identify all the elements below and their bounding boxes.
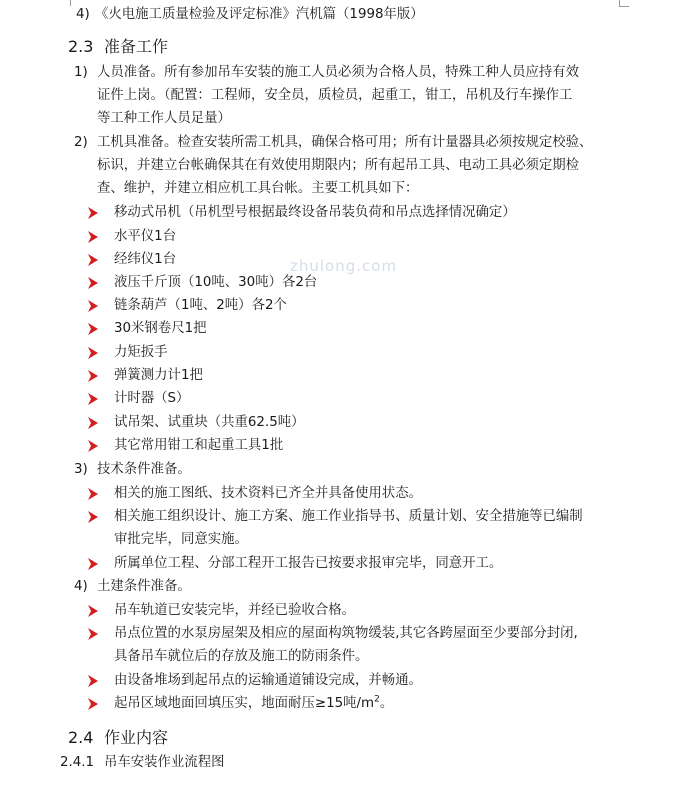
tool-list-item: 经纬仪1台 <box>114 252 177 267</box>
bullet-arrow-icon <box>88 207 98 219</box>
top-item-number: 4) <box>76 7 90 22</box>
item-3-number: 3) <box>74 462 88 477</box>
bullet-arrow-icon <box>88 417 98 429</box>
item-4-title: 土建条件准备。 <box>97 579 191 594</box>
tool-list-item: 30米钢卷尺1把 <box>114 321 207 336</box>
crop-mark-top-right-horizontal <box>619 6 629 7</box>
item-3-title: 技术条件准备。 <box>97 462 191 477</box>
bullet-arrow-icon <box>88 254 98 266</box>
item-1-number: 1) <box>74 65 88 80</box>
item-4-number: 4) <box>74 579 88 594</box>
tool-list-item: 移动式吊机（吊机型号根据最终设备吊装负荷和吊点选择情况确定） <box>114 205 516 220</box>
tech-condition-item-continued: 审批完毕，同意实施。 <box>114 532 248 547</box>
bullet-arrow-icon <box>88 698 98 710</box>
tool-list-item: 水平仪1台 <box>114 229 177 244</box>
bullet-arrow-icon <box>88 347 98 359</box>
civil-condition-item: 吊车轨道已安装完毕，并经已验收合格。 <box>114 603 356 618</box>
tool-list-item: 其它常用钳工和起重工具1批 <box>114 438 284 453</box>
crop-mark-top-left <box>70 0 71 6</box>
tool-list-item: 液压千斤顶（10吨、30吨）各2台 <box>114 275 318 290</box>
civil-condition-item: 吊点位置的水泵房屋架及相应的屋面构筑物缓装,其它各跨屋面至少要部分封闭, <box>114 626 578 641</box>
watermark: zhulong.com <box>290 257 398 275</box>
tool-list-item: 弹簧测力计1把 <box>114 368 203 383</box>
bullet-arrow-icon <box>88 558 98 570</box>
tool-list-item: 力矩扳手 <box>114 345 168 360</box>
bullet-arrow-icon <box>88 488 98 500</box>
section-2-4-1-number: 2.4.1 <box>60 755 95 770</box>
bullet-arrow-icon <box>88 440 98 452</box>
item-1-line: 等工种工作人员足量） <box>97 111 231 126</box>
section-2-3-number: 2.3 <box>68 37 94 56</box>
civil-condition-item: 由设备堆场到起吊点的运输通道铺设完成，并畅通。 <box>114 673 422 688</box>
bullet-arrow-icon <box>88 628 98 640</box>
top-item-text: 《火电施工质量检验及评定标准》汽机篇（1998年版） <box>95 7 424 22</box>
item-2-number: 2) <box>74 135 88 150</box>
civil-condition-item-continued: 具备吊车就位后的存放及施工的防雨条件。 <box>114 649 369 664</box>
item-2-line: 标识，并建立台帐确保其在有效使用期限内；所有起吊工具、电动工具必须定期检 <box>97 158 580 173</box>
section-2-4-1-title: 吊车安装作业流程图 <box>104 755 225 770</box>
superscript-squared: 2 <box>374 694 380 705</box>
tech-condition-item: 相关的施工图纸、技术资料已齐全并具备使用状态。 <box>114 486 422 501</box>
bullet-arrow-icon <box>88 370 98 382</box>
civil-condition-item <box>114 695 393 713</box>
bullet-arrow-icon <box>88 511 98 523</box>
tech-condition-item: 所属单位工程、分部工程开工报告已按要求报审完毕，同意开工。 <box>114 556 503 571</box>
item-1-line: 证件上岗。（配置：工程师，安全员，质检员，起重工，钳工，吊机及行车操作工 <box>97 88 573 103</box>
item-1-line: 人员准备。所有参加吊车安装的施工人员必须为合格人员，特殊工种人员应持有效 <box>97 65 580 80</box>
bullet-arrow-icon <box>88 675 98 687</box>
tool-list-item: 试吊架、试重块（共重62.5吨） <box>114 415 305 430</box>
section-2-3-title: 准备工作 <box>104 37 169 56</box>
bullet-arrow-icon <box>88 231 98 243</box>
ground-bearing-tail: 。 <box>379 696 394 711</box>
tool-list-item: 链条葫芦（1吨、2吨）各2个 <box>114 298 287 313</box>
section-2-4-title: 作业内容 <box>104 728 169 747</box>
tool-list-item: 计时器（S） <box>114 391 190 406</box>
item-2-line: 工机具准备。检查安装所需工机具，确保合格可用；所有计量器具必须按规定校验、 <box>97 135 593 150</box>
item-2-line: 查、维护，并建立相应机工具台帐。主要工机具如下： <box>97 181 419 196</box>
ground-bearing-text: 起吊区域地面回填压实，地面耐压≥15吨/m <box>114 696 375 711</box>
bullet-arrow-icon <box>88 300 98 312</box>
bullet-arrow-icon <box>88 323 98 335</box>
bullet-arrow-icon <box>88 605 98 617</box>
section-2-4-number: 2.4 <box>68 728 94 747</box>
tech-condition-item: 相关施工组织设计、施工方案、施工作业指导书、质量计划、安全措施等已编制 <box>114 509 583 524</box>
bullet-arrow-icon <box>88 277 98 289</box>
bullet-arrow-icon <box>88 393 98 405</box>
